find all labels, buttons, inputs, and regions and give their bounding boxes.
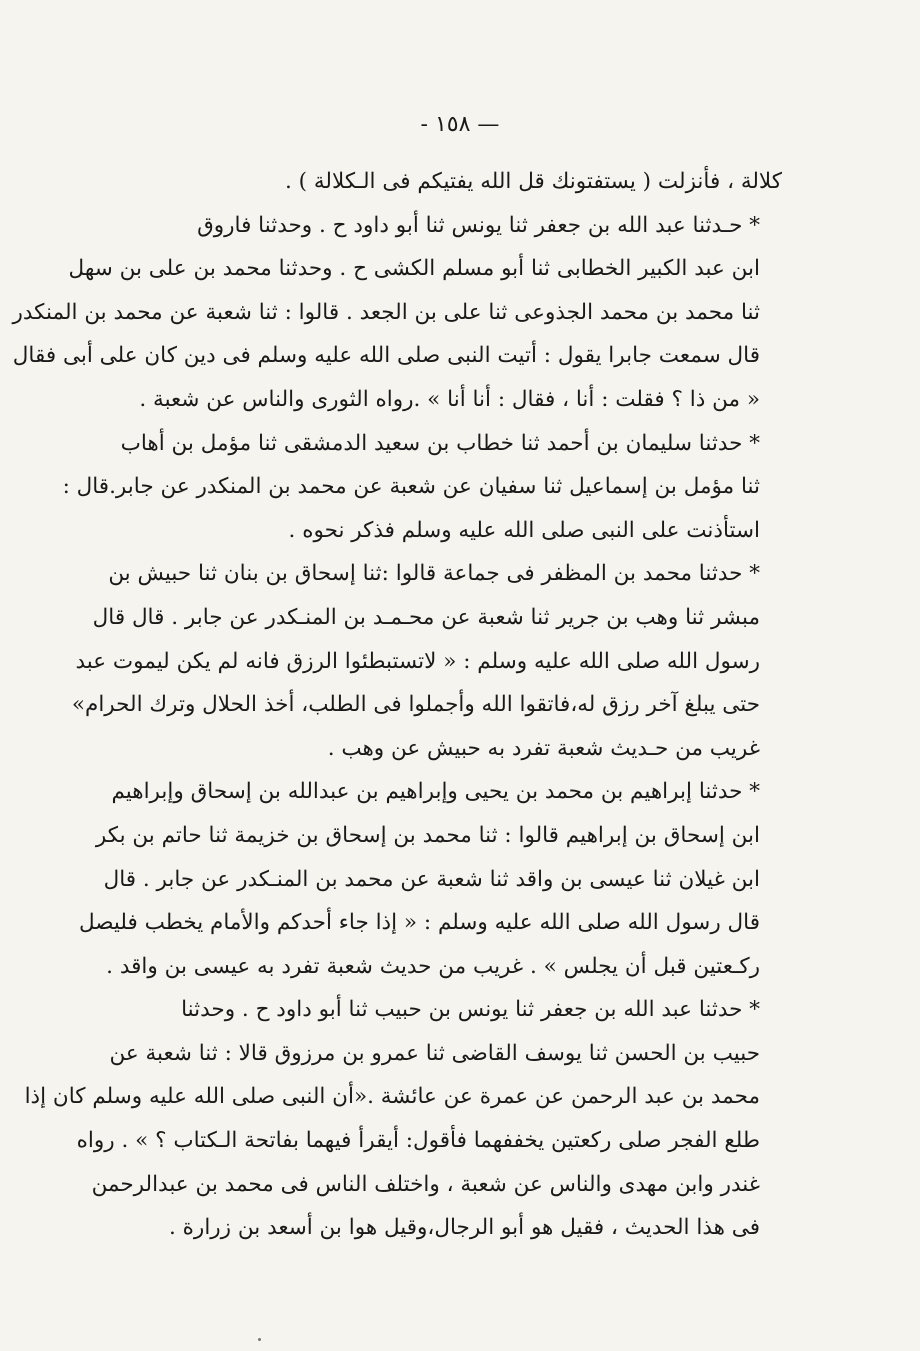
text-line: رسول الله صلى الله عليه وسلم : « لاتستبطئوا الرزق فانه لم يكن ليموت عبد (75, 648, 760, 674)
page-number: — ١٥٨ - (420, 112, 500, 137)
page-text (12, 160, 782, 1250)
text-line: قال سمعت جابرا يقول : أتيت النبى صلى الله عليه وسلم فى دين كان على أبى فقال (12, 343, 760, 369)
text-line: ابن إسحاق بن إبراهيم قالوا : ثنا محمد بن إسحاق بن خزيمة ثنا حاتم بن بكر (95, 822, 760, 848)
paper-speck (258, 1338, 261, 1341)
text-line: كلالة ، فأنزلت ( يستفتونك قل الله يفتيكم فى الـكلالة ) . (285, 169, 782, 194)
paragraph-6 (24, 988, 782, 1250)
text-line: فى هذا الحديث ، فقيل هو أبو الرجال،وقيل هوا بن أسعد بن زرارة . (169, 1215, 760, 1241)
text-line: غريب من حـديث شعبة تفرد به حبيش عن وهب . (327, 735, 760, 761)
text-line: حتى يبلغ آخر رزق له،فاتقوا الله وأجملوا فى الطلب، أخذ الحلال وترك الحرام» (71, 692, 760, 718)
text-line: حبيب بن الحسن ثنا يوسف القاضى ثنا عمرو بن مرزوق قالا : ثنا شعبة عن (109, 1040, 760, 1066)
text-line: استأذنت على النبى صلى الله عليه وسلم فذكر نحوه . (288, 517, 760, 543)
text-line: ابن عبد الكبير الخطابى ثنا أبو مسلم الكشى ح . وحدثنا محمد بن على بن سهل (68, 256, 760, 282)
text-line: غندر وابن مهدى والناس عن شعبة ، واختلف الناس فى محمد بن عبدالرحمن (91, 1171, 760, 1197)
paragraph-5 (78, 770, 782, 988)
text-line: ابن غيلان ثنا عيسى بن واقد ثنا شعبة عن محمد بن المنـكدر عن جابر . قال (103, 866, 760, 892)
text-line: * حدثنا محمد بن المظفر فى جماعة قالوا :ثنا إسحاق بن بنان ثنا حبيش بن (108, 561, 760, 587)
text-line: مبشر ثنا وهب بن جرير ثنا شعبة عن محـمـد بن المنـكدر عن جابر . قال قال (92, 604, 760, 630)
text-line: محمد بن عبد الرحمن عن عمرة عن عائشة .«أن النبى صلى الله عليه وسلم كان إذا (24, 1084, 760, 1110)
text-line: طلع الفجر صلى ركعتين يخففهما فأقول: أيقرأ فيهما بفاتحة الـكتاب ؟ » . رواه (76, 1128, 760, 1154)
paragraph-2 (12, 204, 782, 422)
paragraph-4 (71, 552, 782, 770)
text-line: « من ذا ؟ فقلت : أنا ، فقال : أنا أنا » .رواه الثورى والناس عن شعبة . (139, 386, 760, 412)
text-line: * حدثنا إبراهيم بن محمد بن يحيى وإبراهيم بن عبدالله بن إسحاق وإبراهيم (111, 779, 760, 805)
text-line: ثنا مؤمل بن إسماعيل ثنا سفيان عن شعبة عن محمد بن المنكدر عن جابر.قال : (62, 474, 760, 500)
paragraph-3 (62, 422, 782, 553)
text-line: * حدثنا عبد الله بن جعفر ثنا يونس بن حبيب ثنا أبو داود ح . وحدثنا (181, 997, 760, 1023)
paragraph-1 (150, 160, 782, 204)
text-line: قال رسول الله صلى الله عليه وسلم : « إذا جاء أحدكم والأمام يخطب فليصل (78, 910, 760, 936)
text-line: ثنا محمد بن محمد الجذوعى ثنا على بن الجعد . قالوا : ثنا شعبة عن محمد بن المنكدر (12, 299, 760, 325)
text-line: * حـدثنا عبد الله بن جعفر ثنا يونس ثنا أبو داود ح . وحدثنا فاروق (197, 212, 760, 238)
text-line: ركـعتين قبل أن يجلس » . غريب من حديث شعبة تفرد به عيسى بن واقد . (106, 953, 760, 979)
text-line: * حدثنا سليمان بن أحمد ثنا خطاب بن سعيد الدمشقى ثنا مؤمل بن أهاب (120, 430, 760, 456)
